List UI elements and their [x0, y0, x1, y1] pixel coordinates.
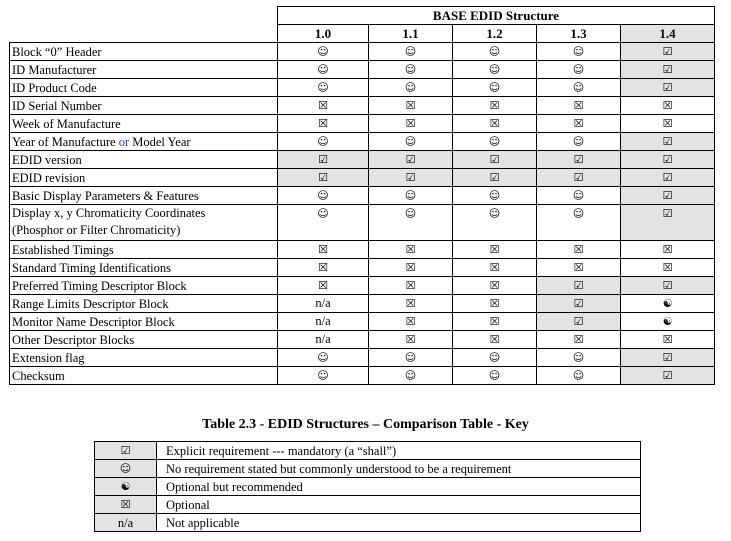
- smiley-icon: ☺: [317, 135, 329, 148]
- row-label: Established Timings: [10, 241, 278, 259]
- row-label: Checksum: [10, 367, 278, 385]
- checked-box-icon: ☑: [662, 207, 673, 220]
- row-label-line: Display x, y Chromaticity Coordinates: [12, 206, 206, 220]
- value-cell: [453, 133, 537, 151]
- x-box-icon: ☒: [489, 243, 500, 256]
- key-row: [95, 514, 641, 532]
- x-box-icon: ☒: [662, 117, 673, 130]
- smiley-icon: ☺: [488, 369, 501, 382]
- value-cell: [369, 187, 453, 205]
- checked-box-icon: ☑: [662, 135, 673, 148]
- value-cell: [621, 133, 715, 151]
- row-label: Preferred Timing Descriptor Block: [10, 277, 278, 295]
- or-word: or: [118, 134, 130, 149]
- value-cell: [278, 277, 369, 295]
- value-cell: [278, 79, 369, 97]
- table-row: [10, 115, 715, 133]
- x-box-icon: ☒: [405, 315, 416, 328]
- not-applicable-text: n/a: [117, 515, 134, 530]
- value-cell: [453, 295, 537, 313]
- value-cell: [537, 295, 621, 313]
- x-box-icon: ☒: [662, 261, 673, 274]
- value-cell: [621, 115, 715, 133]
- smiley-icon: ☺: [404, 135, 417, 148]
- value-cell: [369, 43, 453, 61]
- row-label-part: Model Year: [129, 134, 191, 149]
- value-cell: [537, 205, 621, 241]
- value-cell: [621, 349, 715, 367]
- key-description: Explicit requirement --- mandatory (a “shall”): [157, 442, 641, 460]
- value-cell: [278, 61, 369, 79]
- smiley-icon: ☺: [488, 207, 501, 220]
- key-symbol-cell: [95, 514, 157, 532]
- table-row: [10, 331, 715, 349]
- row-label: EDID revision: [10, 169, 278, 187]
- row-label: [10, 205, 278, 241]
- value-cell: [537, 97, 621, 115]
- corner-blank: [10, 25, 278, 43]
- smiley-icon: ☺: [317, 189, 329, 202]
- value-cell: [537, 115, 621, 133]
- smiley-icon: ☺: [572, 369, 585, 382]
- value-cell: [369, 277, 453, 295]
- key-description: Not applicable: [157, 514, 641, 532]
- x-box-icon: ☒: [489, 99, 500, 112]
- not-applicable-text: n/a: [315, 296, 331, 310]
- x-box-icon: ☒: [318, 243, 328, 256]
- checked-box-icon: ☑: [318, 153, 328, 166]
- value-cell: [537, 331, 621, 349]
- checked-box-icon: ☑: [662, 171, 673, 184]
- key-symbol-cell: [95, 478, 157, 496]
- value-cell: [369, 241, 453, 259]
- value-cell: [453, 43, 537, 61]
- version-header: 1.2: [453, 25, 537, 43]
- row-label: ID Product Code: [10, 79, 278, 97]
- table-row: [10, 151, 715, 169]
- value-cell: [278, 133, 369, 151]
- checked-box-icon: ☑: [573, 279, 584, 292]
- row-label: Basic Display Parameters & Features: [10, 187, 278, 205]
- yin-yang-icon: ☯: [662, 297, 673, 310]
- x-box-icon: ☒: [573, 333, 584, 346]
- value-cell: [278, 295, 369, 313]
- x-box-icon: ☒: [120, 498, 131, 511]
- checked-box-icon: ☑: [662, 189, 673, 202]
- x-box-icon: ☒: [489, 297, 500, 310]
- value-cell: [369, 151, 453, 169]
- value-cell: [621, 241, 715, 259]
- value-cell: [278, 205, 369, 241]
- table-row: [10, 79, 715, 97]
- smiley-icon: ☺: [572, 189, 585, 202]
- value-cell: [453, 61, 537, 79]
- smiley-icon: ☺: [572, 81, 585, 94]
- checked-box-icon: ☑: [662, 279, 673, 292]
- checked-box-icon: ☑: [405, 153, 416, 166]
- value-cell: [621, 205, 715, 241]
- row-label: Week of Manufacture: [10, 115, 278, 133]
- value-cell: [369, 349, 453, 367]
- checked-box-icon: ☑: [662, 81, 673, 94]
- key-row: [95, 496, 641, 514]
- value-cell: [278, 331, 369, 349]
- key-caption: Table 2.3 - EDID Structures – Comparison Table - Key: [202, 417, 529, 432]
- version-header: 1.3: [537, 25, 621, 43]
- value-cell: [537, 43, 621, 61]
- value-cell: [369, 331, 453, 349]
- value-cell: [453, 169, 537, 187]
- smiley-icon: ☺: [488, 45, 501, 58]
- table-row: [10, 367, 715, 385]
- value-cell: [278, 259, 369, 277]
- x-box-icon: ☒: [489, 117, 500, 130]
- value-cell: [369, 79, 453, 97]
- table-row: [10, 277, 715, 295]
- value-cell: [278, 367, 369, 385]
- smiley-icon: ☺: [404, 81, 417, 94]
- value-cell: [537, 79, 621, 97]
- value-cell: [278, 43, 369, 61]
- x-box-icon: ☒: [573, 261, 584, 274]
- row-label-part: Year of Manufacture: [12, 134, 119, 149]
- value-cell: [369, 205, 453, 241]
- table-row: [10, 313, 715, 331]
- key-symbol-cell: [95, 442, 157, 460]
- key-description: Optional but recommended: [157, 478, 641, 496]
- smiley-icon: ☺: [572, 207, 585, 220]
- checked-box-icon: ☑: [489, 153, 500, 166]
- smiley-icon: ☺: [488, 189, 501, 202]
- value-cell: [621, 43, 715, 61]
- smiley-icon: ☺: [404, 45, 417, 58]
- value-cell: [621, 259, 715, 277]
- x-box-icon: ☒: [573, 243, 584, 256]
- value-cell: [621, 295, 715, 313]
- value-cell: [537, 61, 621, 79]
- key-description: Optional: [157, 496, 641, 514]
- table-row: [10, 43, 715, 61]
- table-row: [10, 61, 715, 79]
- value-cell: [369, 259, 453, 277]
- value-cell: [369, 313, 453, 331]
- smiley-icon: ☺: [317, 351, 329, 364]
- value-cell: [621, 79, 715, 97]
- checked-box-icon: ☑: [120, 444, 131, 457]
- x-box-icon: ☒: [662, 333, 673, 346]
- yin-yang-icon: ☯: [120, 480, 131, 493]
- value-cell: [278, 169, 369, 187]
- row-label: Block “0” Header: [10, 43, 278, 61]
- row-label: Monitor Name Descriptor Block: [10, 313, 278, 331]
- value-cell: [537, 151, 621, 169]
- key-table: [94, 441, 641, 532]
- key-symbol-cell: [95, 460, 157, 478]
- x-box-icon: ☒: [573, 99, 584, 112]
- x-box-icon: ☒: [489, 279, 500, 292]
- value-cell: [537, 187, 621, 205]
- value-cell: [278, 187, 369, 205]
- key-row: [95, 442, 641, 460]
- smiley-icon: ☺: [488, 63, 501, 76]
- x-box-icon: ☒: [489, 261, 500, 274]
- smiley-icon: ☺: [488, 135, 501, 148]
- smiley-icon: ☺: [317, 207, 329, 220]
- row-label: Other Descriptor Blocks: [10, 331, 278, 349]
- x-box-icon: ☒: [318, 279, 328, 292]
- checked-box-icon: ☑: [573, 315, 584, 328]
- table-row: [10, 133, 715, 151]
- x-box-icon: ☒: [405, 297, 416, 310]
- value-cell: [621, 367, 715, 385]
- key-symbol-cell: [95, 496, 157, 514]
- smiley-icon: ☺: [119, 462, 132, 475]
- smiley-icon: ☺: [317, 45, 329, 58]
- table-row: [10, 349, 715, 367]
- version-header: 1.1: [369, 25, 453, 43]
- row-label: EDID version: [10, 151, 278, 169]
- value-cell: [453, 151, 537, 169]
- table-row: [10, 259, 715, 277]
- value-cell: [537, 241, 621, 259]
- x-box-icon: ☒: [489, 333, 500, 346]
- key-row: [95, 478, 641, 496]
- checked-box-icon: ☑: [662, 369, 673, 382]
- value-cell: [537, 259, 621, 277]
- smiley-icon: ☺: [404, 63, 417, 76]
- smiley-icon: ☺: [572, 45, 585, 58]
- table-row: [10, 295, 715, 313]
- value-cell: [453, 349, 537, 367]
- value-cell: [369, 133, 453, 151]
- x-box-icon: ☒: [573, 117, 584, 130]
- checked-box-icon: ☑: [405, 171, 416, 184]
- value-cell: [369, 295, 453, 313]
- table-row: [10, 169, 715, 187]
- table-title: BASE EDID Structure: [278, 7, 715, 25]
- value-cell: [369, 115, 453, 133]
- value-cell: [278, 313, 369, 331]
- value-cell: [369, 367, 453, 385]
- not-applicable-text: n/a: [315, 332, 331, 346]
- row-label: Standard Timing Identifications: [10, 259, 278, 277]
- row-label: ID Manufacturer: [10, 61, 278, 79]
- value-cell: [369, 169, 453, 187]
- smiley-icon: ☺: [404, 207, 417, 220]
- smiley-icon: ☺: [404, 189, 417, 202]
- value-cell: [453, 187, 537, 205]
- version-header: 1.0: [278, 25, 369, 43]
- checked-box-icon: ☑: [573, 297, 584, 310]
- row-label: ID Serial Number: [10, 97, 278, 115]
- row-label: [10, 133, 278, 151]
- smiley-icon: ☺: [572, 63, 585, 76]
- value-cell: [278, 349, 369, 367]
- value-cell: [453, 241, 537, 259]
- value-cell: [621, 187, 715, 205]
- value-cell: [453, 313, 537, 331]
- value-cell: [621, 277, 715, 295]
- value-cell: [369, 61, 453, 79]
- checked-box-icon: ☑: [662, 63, 673, 76]
- value-cell: [537, 349, 621, 367]
- value-cell: [537, 277, 621, 295]
- smiley-icon: ☺: [572, 135, 585, 148]
- smiley-icon: ☺: [317, 369, 329, 382]
- value-cell: [453, 115, 537, 133]
- checked-box-icon: ☑: [662, 351, 673, 364]
- smiley-icon: ☺: [317, 81, 329, 94]
- row-label: Extension flag: [10, 349, 278, 367]
- table-row: [10, 187, 715, 205]
- smiley-icon: ☺: [404, 369, 417, 382]
- x-box-icon: ☒: [405, 117, 416, 130]
- corner-blank: [10, 7, 278, 25]
- value-cell: [621, 169, 715, 187]
- value-cell: [621, 151, 715, 169]
- value-cell: [537, 133, 621, 151]
- checked-box-icon: ☑: [318, 171, 328, 184]
- checked-box-icon: ☑: [573, 171, 584, 184]
- smiley-icon: ☺: [488, 351, 501, 364]
- smiley-icon: ☺: [404, 351, 417, 364]
- value-cell: [621, 331, 715, 349]
- checked-box-icon: ☑: [662, 45, 673, 58]
- checked-box-icon: ☑: [662, 153, 673, 166]
- x-box-icon: ☒: [405, 99, 416, 112]
- row-label: Range Limits Descriptor Block: [10, 295, 278, 313]
- value-cell: [453, 277, 537, 295]
- x-box-icon: ☒: [405, 279, 416, 292]
- x-box-icon: ☒: [489, 315, 500, 328]
- value-cell: [621, 97, 715, 115]
- value-cell: [453, 331, 537, 349]
- row-label-line: (Phosphor or Filter Chromaticity): [12, 223, 181, 237]
- smiley-icon: ☺: [488, 81, 501, 94]
- not-applicable-text: n/a: [315, 314, 331, 328]
- value-cell: [369, 97, 453, 115]
- smiley-icon: ☺: [317, 63, 329, 76]
- value-cell: [537, 313, 621, 331]
- value-cell: [453, 205, 537, 241]
- value-cell: [621, 61, 715, 79]
- table-row: [10, 205, 715, 241]
- value-cell: [453, 259, 537, 277]
- edid-structure-table: [9, 6, 715, 385]
- x-box-icon: ☒: [405, 261, 416, 274]
- table-row: [10, 97, 715, 115]
- x-box-icon: ☒: [405, 243, 416, 256]
- value-cell: [278, 115, 369, 133]
- x-box-icon: ☒: [405, 333, 416, 346]
- key-description: No requirement stated but commonly understood to be a requirement: [157, 460, 641, 478]
- x-box-icon: ☒: [318, 99, 328, 112]
- smiley-icon: ☺: [572, 351, 585, 364]
- yin-yang-icon: ☯: [662, 315, 673, 328]
- value-cell: [453, 79, 537, 97]
- x-box-icon: ☒: [318, 261, 328, 274]
- table-row: [10, 241, 715, 259]
- value-cell: [453, 97, 537, 115]
- value-cell: [278, 241, 369, 259]
- value-cell: [537, 367, 621, 385]
- key-row: [95, 460, 641, 478]
- checked-box-icon: ☑: [489, 171, 500, 184]
- x-box-icon: ☒: [662, 243, 673, 256]
- version-header: 1.4: [621, 25, 715, 43]
- value-cell: [278, 97, 369, 115]
- x-box-icon: ☒: [662, 99, 673, 112]
- value-cell: [537, 169, 621, 187]
- value-cell: [278, 151, 369, 169]
- value-cell: [621, 313, 715, 331]
- x-box-icon: ☒: [318, 117, 328, 130]
- checked-box-icon: ☑: [573, 153, 584, 166]
- value-cell: [453, 367, 537, 385]
